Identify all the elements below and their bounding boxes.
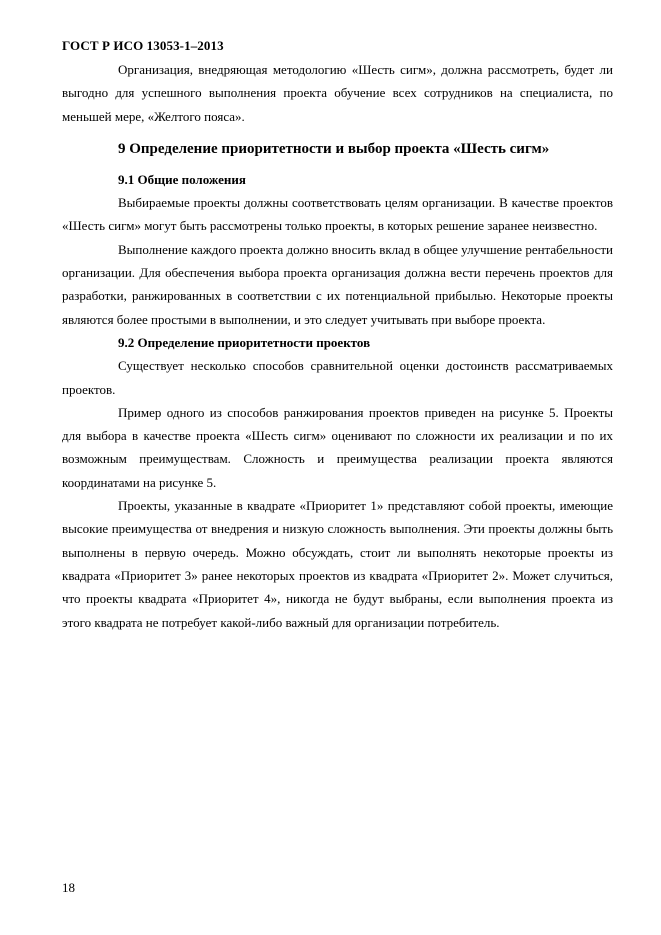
paragraph-9-1-1: Выбираемые проекты должны соответствовать целям организации. В качестве проектов «Шесть сигм» могут быть рассмотрены только проекты, в которых решение заранее неизвестно.: [62, 195, 613, 234]
paragraph-9-2-2: Пример одного из способов ранжирования проектов приведен на рисунке 5. Проекты для выбора в качестве проекта «Шесть сигм» оценивают по сложности их реализации и по их возможным преимуществам. Сложность и преимущества реализации проекта являются координатами на рисунке 5.: [62, 404, 613, 490]
document-header: ГОСТ Р ИСО 13053-1–2013: [62, 38, 224, 53]
section-9-title: 9 Определение приоритетности и выбор проекта «Шесть сигм»: [118, 140, 550, 157]
paragraph-9-2-1: Существует несколько способов сравнительной оценки достоинств рассматриваемых проектов.: [62, 358, 613, 397]
page-number: 18: [62, 880, 75, 895]
document-body: [62, 58, 613, 634]
paragraph-9-1-2: Выполнение каждого проекта должно вносить вклад в общее улучшение рентабельности организации. Для обеспечения выбора проекта организация должна вести перечень проектов для разработки, ранжированных в соответствии с их потенциальной прибылью. Некоторые проекты являются более простыми в выполнении, и это следует учитывать при выборе проекта.: [62, 241, 613, 327]
paragraph-9-2-3: Проекты, указанные в квадрате «Приоритет 1» представляют собой проекты, имеющие высокие преимущества от внедрения и низкую сложность выполнения. Эти проекты должны быть выполнены в первую очередь. Можно обсуждать, стоит ли выполнять некоторые проекты из квадрата «Приоритет 3» ранее некоторых проектов из квадрата «Приоритет 2». Может случиться, что проекты квадрата «Приоритет 4», никогда не будут выбраны, если выполнения проекта из этого квадрата не потребует какой-либо важный для организации потребитель.: [62, 498, 613, 630]
subsection-9-2-title: 9.2 Определение приоритетности проектов: [118, 334, 371, 350]
subsection-9-1-title: 9.1 Общие положения: [118, 171, 246, 187]
intro-paragraph: Организация, внедряющая методологию «Шесть сигм», должна рассмотреть, будет ли выгодно для успешного выполнения проекта обучение всех сотрудников на специалиста, по меньшей мере, «Желтого пояса».: [62, 62, 613, 124]
